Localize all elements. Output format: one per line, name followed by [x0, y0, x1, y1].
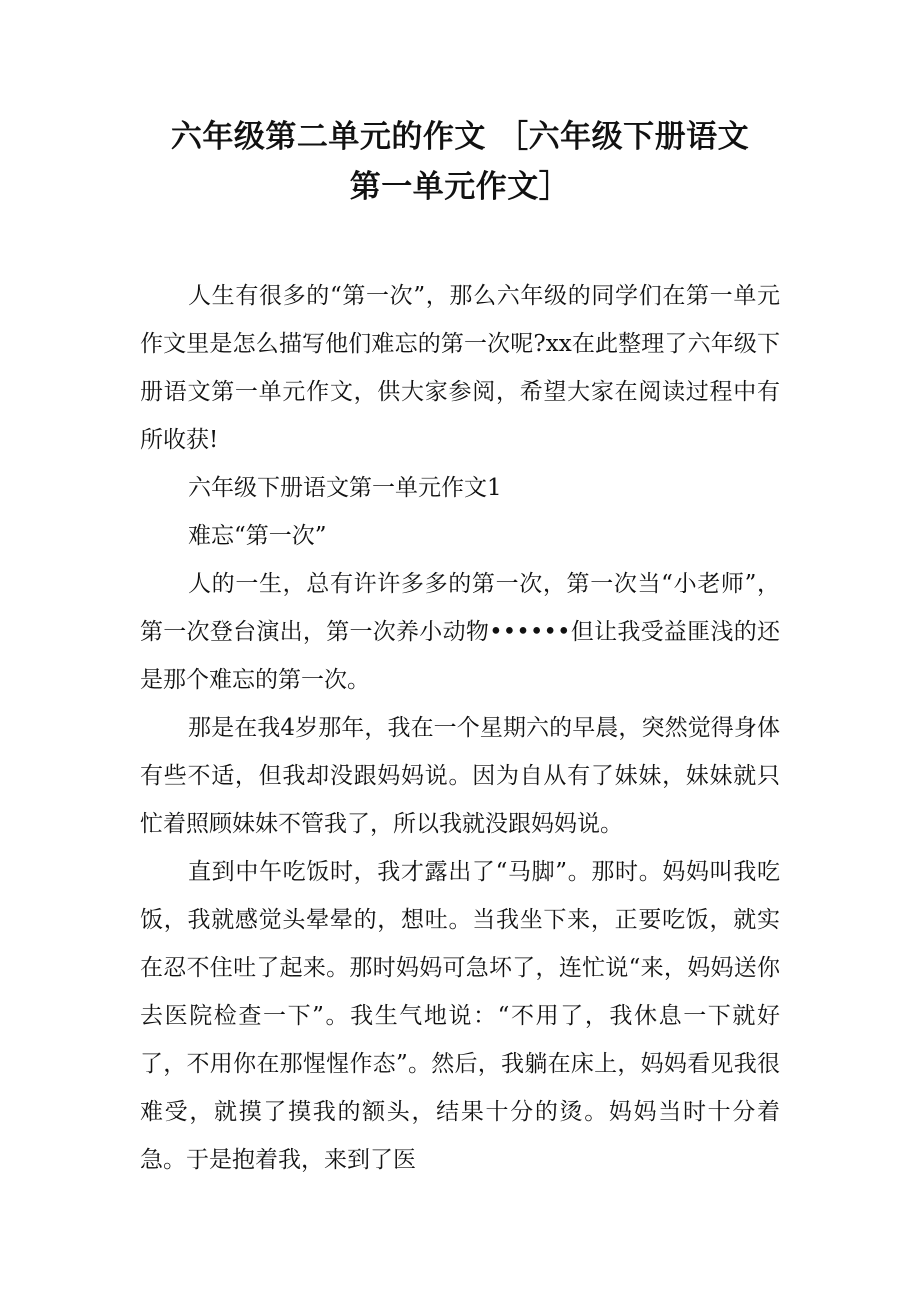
document-body: [140, 272, 780, 1184]
essay-title: 难忘“第一次”: [188, 523, 327, 549]
title-line-1: 六年级第二单元的作文 ［六年级下册语文: [170, 119, 750, 155]
essay-heading: 六年级下册语文第一单元作文1: [188, 475, 502, 501]
intro-paragraph: 人生有很多的“第一次”，那么六年级的同学们在第一单元作文里是怎么描写他们难忘的第一次呢?xx在此整理了六年级下册语文第一单元作文，供大家参阅，希望大家在阅读过程中有所收获!: [140, 283, 780, 453]
document-title: [120, 112, 800, 212]
title-line-2: 第一单元作文］: [349, 169, 571, 205]
body-paragraph: 直到中午吃饭时，我才露出了“马脚”。那时。妈妈叫我吃饭，我就感觉头晕晕的，想吐。当我坐下来，正要吃饭，就实在忍不住吐了起来。那时妈妈可急坏了，连忙说“来，妈妈送你去医院检查一下”。我生气地说：“不用了，我休息一下就好了，不用你在那惺惺作态”。然后，我躺在床上，妈妈看见我很难受，就摸了摸我的额头，结果十分的烫。妈妈当时十分着急。于是抱着我，来到了医: [140, 859, 780, 1173]
body-paragraph: 那是在我4岁那年，我在一个星期六的早晨，突然觉得身体有些不适，但我却没跟妈妈说。因为自从有了妹妹，妹妹就只忙着照顾妹妹不管我了，所以我就没跟妈妈说。: [140, 715, 780, 837]
body-paragraph: 人的一生，总有许许多多的第一次，第一次当“小老师”，第一次登台演出，第一次养小动物••••••但让我受益匪浅的还是那个难忘的第一次。: [140, 571, 780, 693]
